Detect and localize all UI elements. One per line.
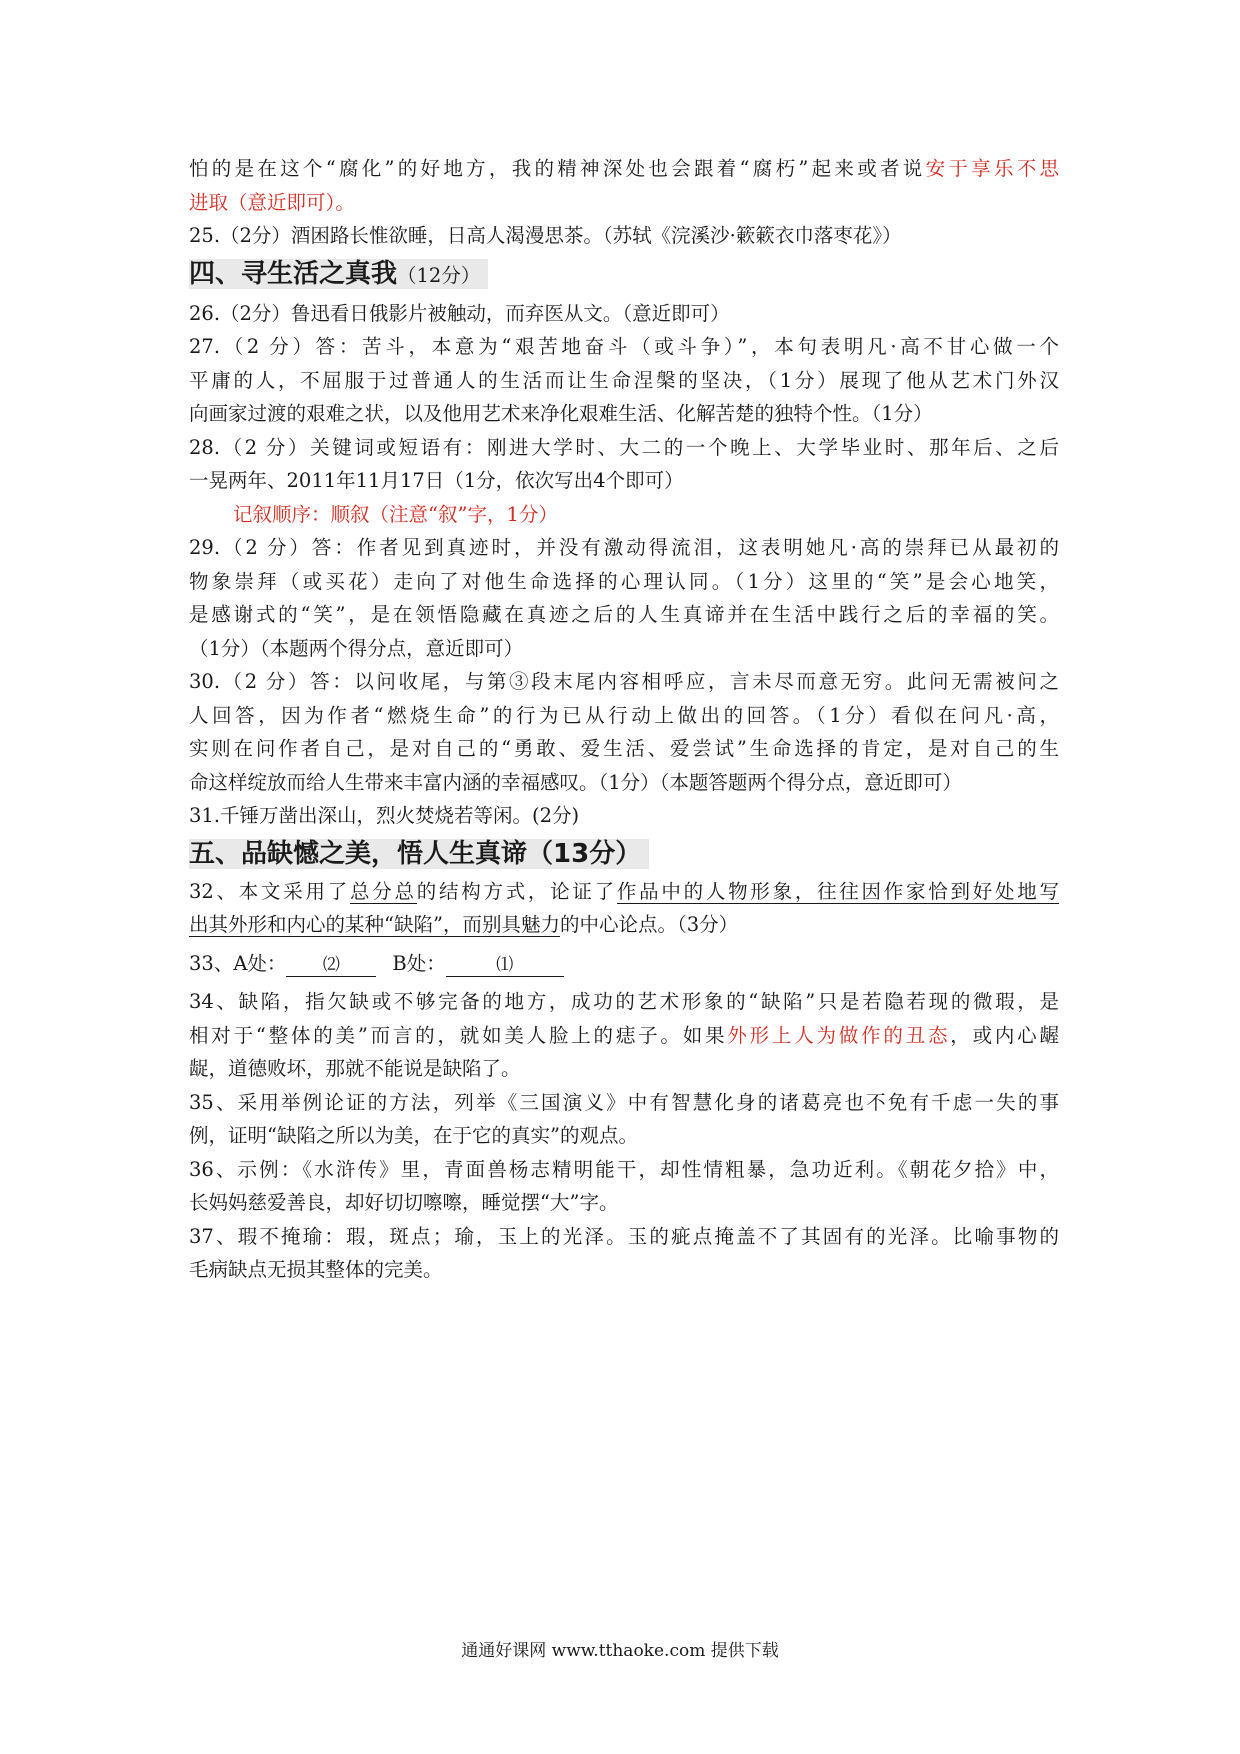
underlined-text: 出其外形和内心的某种“缺陷”，而别具魅力 bbox=[189, 913, 560, 936]
answer-q29: 物象崇拜（或买花）走向了对他生命选择的心理认同。（1分）这里的“笑”是会心地笑， bbox=[189, 569, 1059, 593]
fill-blank-b: ⑴ bbox=[446, 954, 564, 977]
answer-q35: 例，证明“缺陷之所以为美，在于它的真实”的观点。 bbox=[189, 1124, 638, 1147]
highlighted-answer: 安于享乐不思 bbox=[925, 157, 1059, 180]
answer-q32: 32、本文采用了总分总的结构方式，论证了作品中的人物形象，往往因作家恰到好处地写 bbox=[189, 879, 1059, 903]
answer-q31: 31.千锤万凿出深山，烈火焚烧若等闲。(2分) bbox=[189, 804, 580, 827]
section-heading-5 bbox=[189, 834, 1059, 874]
fill-blank-a: ⑵ bbox=[286, 954, 376, 977]
answer-q37: 37、瑕不掩瑜：瑕，斑点；瑜，玉上的光泽。玉的疵点掩盖不了其固有的光泽。比喻事物的 bbox=[189, 1224, 1059, 1248]
answer-line: 进取（意近即可）。 bbox=[189, 190, 355, 214]
answer-q25: 25.（2分）酒困路长惟欲睡，日高人渴漫思茶。（苏轼《浣溪沙·簌簌衣巾落枣花》） bbox=[189, 224, 902, 247]
answer-q29: 是感谢式的“笑”，是在领悟隐藏在真迹之后的人生真谛并在生活中践行之后的幸福的笑。 bbox=[189, 603, 1059, 626]
section-heading-4 bbox=[189, 254, 1059, 296]
section-title: 五、品缺憾之美，悟人生真谛 bbox=[189, 838, 528, 869]
answer-q37: 毛病缺点无损其整体的完美。 bbox=[189, 1258, 443, 1281]
answer-q33: 33、A处： ⑵ B处： ⑴ bbox=[189, 947, 1059, 981]
answer-q34: 龊，道德败坏，那就不能说是缺陷了。 bbox=[189, 1057, 521, 1080]
answer-q34: 相对于“整体的美”而言的，就如美人脸上的痣子。如果外形上人为做作的丑态，或内心龌 bbox=[189, 1023, 1059, 1047]
answer-sheet bbox=[189, 152, 1059, 1287]
answer-q26: 26.（2分）鲁迅看日俄影片被触动，而弃医从文。（意近即可） bbox=[189, 301, 730, 325]
answer-q30: 命这样绽放而给人生带来丰富内涵的幸福感叹。（1分）（本题答题两个得分点，意近即可） bbox=[189, 770, 962, 794]
answer-q34: 34、缺陷，指欠缺或不够完备的地方，成功的艺术形象的“缺陷”只是若隐若现的微瑕，是 bbox=[189, 990, 1059, 1013]
answer-q32: 出其外形和内心的某种“缺陷”，而别具魅力的中心论点。（3分） bbox=[189, 913, 739, 936]
answer-q30: 实则在问作者自己，是对自己的“勇敢、爱生活、爱尝试”生命选择的肯定，是对自己的生 bbox=[189, 737, 1059, 760]
page-footer: 通通好课网 www.tthaoke.com 提供下载 bbox=[461, 1641, 779, 1661]
section-title: 四、寻生活之真我 bbox=[189, 258, 398, 289]
underlined-text: 作品中的人物形象，往往因作家恰到好处地写 bbox=[616, 879, 1059, 903]
answer-q28-order: 记叙顺序：顺叙（注意“叙”字，1分） bbox=[233, 502, 558, 526]
answer-q30: 人回答，因为作者“燃烧生命”的行为已从行动上做出的回答。（1分）看似在问凡·高， bbox=[189, 703, 1059, 727]
fill-blank: 总分总 bbox=[350, 879, 417, 903]
answer-q27: 平庸的人，不屈服于过普通人的生活而让生命涅槃的坚决，（1分）展现了他从艺术门外汉 bbox=[189, 368, 1059, 392]
answer-q29: 29.（2 分）答：作者见到真迹时，并没有激动得流泪，这表明她凡·高的崇拜已从最初的 bbox=[189, 536, 1059, 559]
answer-q30: 30.（2 分）答：以问收尾，与第③段末尾内容相呼应，言未尽而意无穷。此问无需被问之 bbox=[189, 670, 1059, 693]
answer-q35: 35、采用举例论证的方法，列举《三国演义》中有智慧化身的诸葛亮也不免有千虑一失的事 bbox=[189, 1090, 1059, 1114]
answer-q36: 36、示例：《水浒传》里，青面兽杨志精明能干，却性情粗暴，急功近利。《朝花夕拾》中， bbox=[189, 1157, 1059, 1181]
answer-q28: 一晃两年、2011年11月17日（1分，依次写出4个即可） bbox=[189, 469, 684, 492]
highlighted-answer: 外形上人为做作的丑态 bbox=[727, 1023, 951, 1047]
section-points: （13分） bbox=[527, 838, 642, 869]
answer-q36: 长妈妈慈爱善良，却好切切嚓嚓，睡觉摆“大”字。 bbox=[189, 1191, 619, 1214]
answer-q27: 向画家过渡的艰难之状，以及他用艺术来净化艰难生活、化解苦楚的独特个性。（1分） bbox=[189, 402, 933, 425]
answer-q27: 27.（2 分）答：苦斗，本意为“艰苦地奋斗（或斗争）”，本句表明凡·高不甘心做一个 bbox=[189, 335, 1059, 358]
answer-line: 怕的是在这个“腐化”的好地方，我的精神深处也会跟着“腐朽”起来或者说安于享乐不思 bbox=[189, 157, 1059, 180]
answer-q29: （1分）（本题两个得分点，意近即可） bbox=[189, 636, 524, 660]
section-points: （12分） bbox=[397, 263, 481, 287]
answer-q28: 28.（2 分）关键词或短语有：刚进大学时、大二的一个晚上、大学毕业时、那年后、之后 bbox=[189, 435, 1059, 459]
